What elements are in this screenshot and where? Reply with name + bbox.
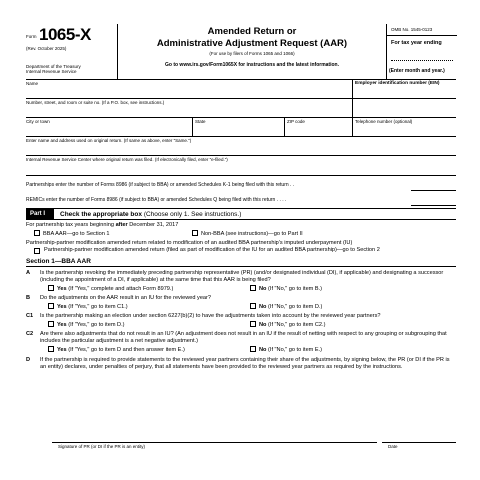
revision-date: (Rev. October 2025) — [26, 46, 67, 51]
no-note: (If "No," go to item E.) — [266, 347, 323, 353]
form-id-block — [26, 24, 118, 80]
no-note: (If "No," go to item D.) — [266, 304, 323, 310]
original-name-field[interactable]: Enter name and address used on original return. (If same as above, enter "Same.") — [26, 138, 192, 143]
month-year-note: (Enter month and year.) — [389, 68, 445, 74]
state-field[interactable] — [192, 118, 284, 136]
street-field[interactable]: Number, street, and room or suite no. (If a P.O. box, see instructions.) — [26, 100, 165, 105]
form-number: 1065-X — [39, 25, 91, 44]
question-a-no-checkbox[interactable] — [250, 285, 256, 291]
question-b-no[interactable] — [250, 303, 322, 310]
tax-year-label: For tax year ending — [391, 40, 442, 46]
question-c1-text: Is the partnership making an election under section 6227(b)(2) to have the adjustments taken into account by the reviewed year partners? — [40, 313, 381, 319]
question-c2-options — [26, 345, 456, 353]
remics-count-label: REMICs enter the number of Forms 8986 (if subject to BBA) or amended Schedules Q being filed with this return . . . . — [26, 197, 287, 203]
non-bba-label: Non-BBA (see instructions)—go to Part II — [201, 231, 303, 237]
question-a-text: Is the partnership revoking the immediately preceding partnership representative (PR) (and/or designated individual (DI), if applicable) and designating a successor (including the appointment of a DI, if applicable) at the same time that this AAR is being filed? — [40, 270, 444, 283]
form-word: Form — [26, 34, 37, 39]
signature-label: Signature of PR (or DI if the PR is an entity) — [58, 444, 146, 449]
question-a-options — [26, 284, 456, 292]
ppm-option[interactable] — [26, 247, 456, 254]
tax-year-block — [386, 24, 456, 80]
question-b-id: B — [26, 295, 31, 301]
city-row — [26, 118, 456, 137]
city-field[interactable]: City or town — [26, 119, 50, 124]
agency — [26, 64, 81, 74]
question-c2 — [26, 331, 456, 345]
name-field[interactable]: Name — [26, 81, 39, 86]
question-d-id: D — [26, 357, 31, 363]
question-b — [26, 295, 456, 302]
question-c1-options — [26, 320, 456, 328]
phone-label: Telephone number (optional) — [355, 119, 413, 124]
question-b-yes[interactable] — [48, 303, 128, 310]
no-note: (If "No," go to item C2.) — [266, 322, 326, 328]
question-b-text: Do the adjustments on the AAR result in an IU for the reviewed year? — [40, 295, 212, 301]
tax-years-line — [26, 222, 456, 229]
question-c2-no-checkbox[interactable] — [250, 346, 256, 352]
question-b-no-checkbox[interactable] — [250, 303, 256, 309]
yes-label: Yes — [57, 286, 67, 292]
question-c1-no[interactable] — [250, 321, 325, 328]
question-a-yes-checkbox[interactable] — [48, 285, 54, 291]
question-c1-yes-checkbox[interactable] — [48, 321, 54, 327]
question-d — [26, 357, 456, 371]
yes-label: Yes — [57, 347, 67, 353]
question-c2-id: C2 — [26, 331, 34, 337]
phone-field[interactable] — [352, 118, 456, 136]
form-header — [26, 24, 456, 80]
service-name: Internal Revenue Service — [26, 69, 77, 74]
no-label: No — [259, 347, 267, 353]
tax-year-input[interactable] — [391, 60, 453, 61]
state-label: State — [195, 119, 206, 124]
part1-title-text: Check the appropriate box — [60, 210, 142, 218]
service-center-row — [26, 156, 456, 176]
ppm-option-label: Partnership-partner modification amended return (filed as part of modification of the IU for an audited BBA partnership)—go to Section 2 — [44, 247, 380, 253]
omb-number: OMB No. 1545-0123 — [391, 27, 433, 32]
signature-block — [26, 442, 456, 456]
ein-continued — [352, 99, 456, 117]
yes-note: (If "Yes," go to item D and then answer item E.) — [66, 347, 185, 353]
question-d-text: If the partnership is required to provide statements to the reviewed year partners containing their share of the adjustments, by signing below, the PR (or DI if the PR is an entity) declares, under penalties of perjury, that all statements have been provided to the reviewed year partners as required by the instructions. — [40, 357, 450, 370]
partnerships-count-input[interactable] — [411, 180, 456, 191]
yes-note: (If "Yes," complete and attach Form 8979.) — [66, 286, 174, 292]
non-bba-checkbox[interactable] — [192, 230, 198, 236]
question-c2-yes-checkbox[interactable] — [48, 346, 54, 352]
form-title-line2: Administrative Adjustment Request (AAR) — [156, 38, 348, 49]
tax-years-bold: after — [115, 222, 128, 228]
ppm-text: Partnership-partner modification amended return related to modification of an audited BBA partnership's imputed underpayment (IU) — [26, 240, 353, 246]
non-bba-option[interactable] — [192, 230, 303, 237]
date-label: Date — [388, 444, 398, 449]
question-c2-text: Are there also adjustments that do not result in an IU? (An adjustment does not result in an IU if the result of netting with respect to any grouping or subgrouping that includes the particular adjustment is a net negative adjustment.) — [40, 331, 447, 344]
question-c1-yes[interactable] — [48, 321, 125, 328]
part1-header — [26, 208, 456, 220]
signature-line[interactable] — [52, 442, 377, 443]
yes-note: (If "Yes," go to item C1.) — [66, 304, 128, 310]
part1-title-note: (Choose only 1. See instructions.) — [143, 210, 242, 218]
part1-tag: Part I — [26, 209, 54, 220]
service-center-field[interactable]: Internal Revenue Service Center where original return was filed. (If electronically filed, enter "e-filed.") — [26, 157, 228, 162]
form-page — [26, 24, 456, 371]
tax-years-pre: For partnership tax years beginning — [26, 222, 116, 228]
question-c1-no-checkbox[interactable] — [250, 321, 256, 327]
filer-note: (For use by filers of Forms 1065 and 1066) — [209, 51, 295, 56]
question-c1 — [26, 313, 456, 320]
ppm-checkbox[interactable] — [34, 248, 40, 254]
instructions-link[interactable]: Go to www.irs.gov/Form1065X for instructions and the latest information. — [164, 62, 339, 68]
date-line[interactable] — [382, 442, 456, 443]
question-c1-id: C1 — [26, 313, 34, 319]
department-name: Department of the Treasury — [26, 64, 81, 69]
name-row — [26, 80, 456, 99]
question-c2-no[interactable] — [250, 346, 322, 353]
street-row — [26, 99, 456, 118]
form-title-block — [118, 24, 386, 80]
question-c2-yes[interactable] — [48, 346, 185, 353]
bba-aar-label: BBA AAR—go to Section 1 — [43, 231, 110, 237]
question-a-id: A — [26, 270, 31, 276]
question-a — [26, 270, 456, 284]
zip-label: ZIP code — [287, 119, 305, 124]
no-label: No — [259, 322, 267, 328]
zip-field[interactable] — [284, 118, 352, 136]
remics-count-row — [26, 195, 456, 206]
form-title-line1: Amended Return or — [207, 26, 297, 37]
yes-label: Yes — [57, 304, 67, 310]
tax-years-post: December 31, 2017 — [127, 222, 179, 228]
part1-title — [60, 211, 241, 218]
ein-field[interactable] — [352, 80, 456, 98]
yes-label: Yes — [57, 322, 67, 328]
no-label: No — [259, 304, 267, 310]
ein-label: Employer identification number (EIN) — [355, 81, 440, 86]
bba-aar-checkbox[interactable] — [34, 230, 40, 236]
original-name-row — [26, 137, 456, 156]
remics-count-input[interactable] — [411, 195, 456, 206]
question-b-yes-checkbox[interactable] — [48, 303, 54, 309]
part1-options — [26, 229, 456, 237]
bba-aar-option[interactable] — [34, 230, 110, 237]
question-a-no[interactable] — [250, 285, 322, 292]
partnerships-count-label: Partnerships enter the number of Forms 8986 (if subject to BBA) or amended Schedules K-1 being filed with this return . . — [26, 182, 295, 188]
yes-note: (If "Yes," go to item D.) — [66, 322, 125, 328]
no-note: (If "No," go to item B.) — [266, 286, 323, 292]
partnerships-count-row — [26, 180, 456, 191]
question-a-yes[interactable] — [48, 285, 173, 292]
no-label: No — [259, 286, 267, 292]
question-b-options — [26, 302, 456, 310]
section1-title: Section 1—BBA AAR — [26, 258, 456, 267]
